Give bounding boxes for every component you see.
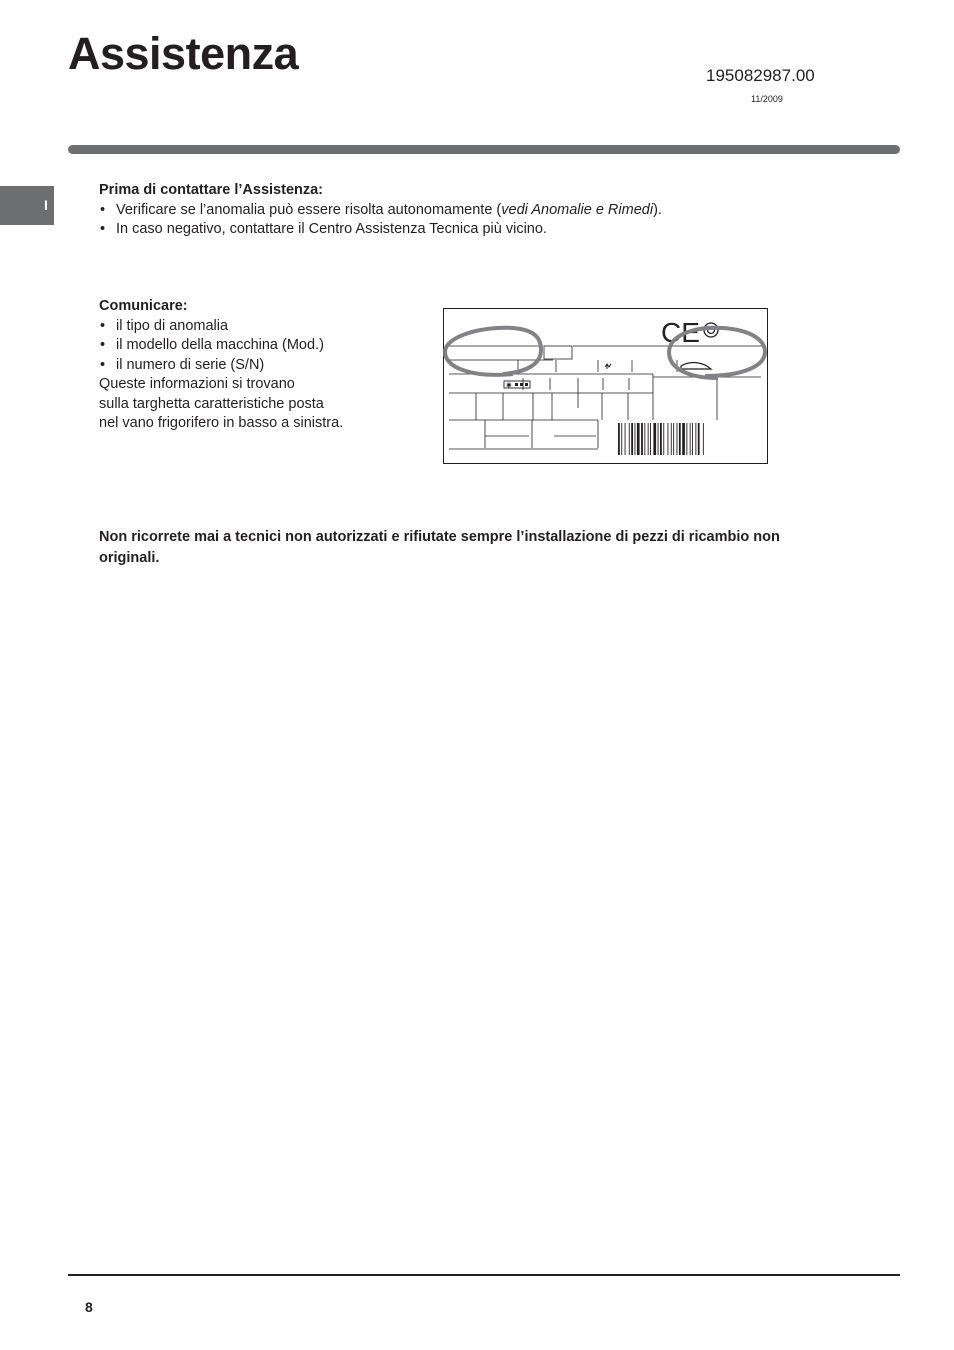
language-tab-label: I [44,197,48,213]
ce-mark-icon: CE [661,317,700,348]
page-number: 8 [85,1299,93,1315]
list-item: • il numero di serie (S/N) [99,356,399,376]
location-line-1: Queste informazioni si trovano [99,376,295,392]
bullet1-reference: vedi Anomalie e Rimedi [501,201,654,218]
nameplate-diagram [443,308,768,464]
list-item: • il modello della macchina (Mod.) [99,336,399,356]
list-item: • il tipo di anomalia [99,317,399,337]
bullet1-text: Verificare se l’anomalia può essere risolta autonomamente ( [116,201,502,218]
location-line-2: sulla targhetta caratteristiche posta [99,395,324,412]
document-code: 195082987.00 [706,66,815,85]
nameplate-border [444,309,768,464]
language-tab [0,186,54,225]
communicate-heading: Comunicare: [99,298,188,314]
list-item [99,201,819,221]
warning-text: Non ricorrete mai a tecnici non autorizzati e rifiutate sempre l’installazione di pezzi di ricambio non originali. [99,529,780,566]
freezer-star: ✱ [506,381,512,390]
footer-rule [68,1274,900,1276]
page-title: Assistenza [68,28,299,79]
header-rule [68,145,900,154]
before-contact-section [99,181,819,240]
before-contact-list [99,201,819,240]
location-line-3: nel vano frigorifero in basso a sinistra. [99,415,344,431]
bullet1-end: ). [653,201,662,218]
list-item: • In caso negativo, contattare il Centro Assistenza Tecnica più vicino. [99,220,819,240]
before-contact-heading: Prima di contattare l’Assistenza: [99,182,324,198]
communicate-section [99,297,399,434]
document-date: 11/2009 [751,94,783,104]
communicate-list [99,317,399,376]
